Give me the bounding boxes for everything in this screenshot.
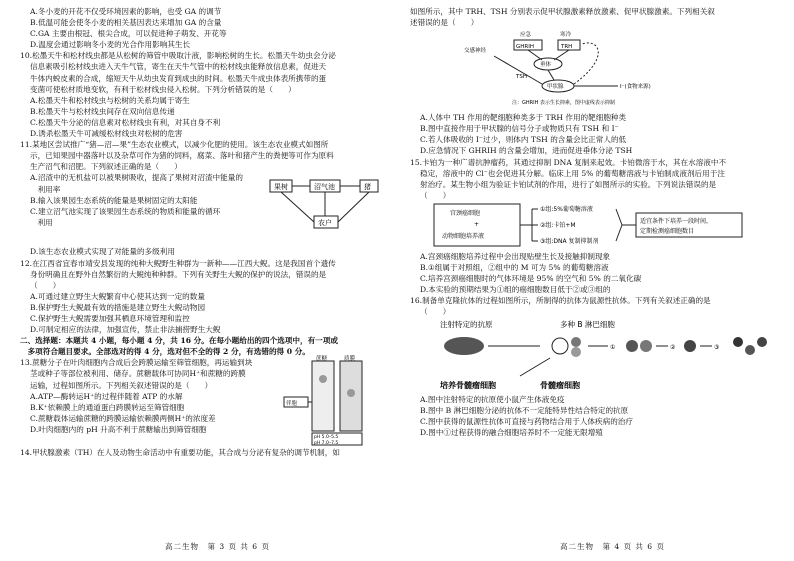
- q16-option-c: C.图中获得的鼠源性抗体可直接与药物结合用于人体疾病的治疗: [420, 416, 633, 426]
- companion-cell-label: 伴胞: [286, 401, 298, 408]
- section-2-heading: 二、选择题：本题共 4 小题，每小题 4 分，共 16 分。在每小题给出的四个选项中，有一项或: [20, 336, 338, 346]
- step-3-marker: ③: [714, 343, 720, 351]
- q10-option-c: C.松墨天牛分泌的信息素对松材线虫有利，对其自身不利: [30, 117, 221, 127]
- q10-line: 信息素吸引松材线虫进入天牛气管，寄生在天牛气管中的松材线虫能释放信息素，促进天: [30, 62, 327, 72]
- q11-block: [20, 172, 392, 246]
- q16-option-d: D.图中①过程获得的融合细胞培养时不一定能无限增殖: [420, 427, 603, 437]
- q15-option-b: B.①组属于对照组，②组中的 M 可为 5% 的葡萄糖溶液: [420, 263, 609, 273]
- q11-option-a-cont: 利用率: [30, 184, 61, 194]
- q11-option-b: B.输入该果园生态系统的能量是果树固定的太阳能: [30, 195, 198, 205]
- q13-option-b: B.K⁺依赖膜上的通道蛋白跨膜转运至筛管细胞: [30, 402, 185, 412]
- q16-line: （ ）: [420, 307, 451, 317]
- q15-option-d: D.本实验的预期结果为①组的癌细胞数目低于②或③组的: [420, 285, 611, 295]
- q14-option-a: A.人体中 TH 作用的靶细胞种类多于 TRH 作用的靶细胞种类: [420, 113, 627, 123]
- q10-option-d: D.诱杀松墨天牛可减缓松材线虫对松树的危害: [30, 129, 183, 139]
- q14-hormone-diagram: [410, 28, 778, 112]
- q13-transport-diagram: [282, 355, 390, 447]
- q14-cont-line: 述错误的是（ ）: [410, 18, 479, 28]
- q11-line: 11.某地区尝试推广“猪—沼—果”生态农业模式，以减少化肥的使用。该生态农业模式如图所: [20, 140, 329, 150]
- q11-option-c-cont: 利用: [30, 217, 53, 227]
- q15-line: （ ）: [420, 190, 451, 200]
- q12-line: 身份明确且在野外自然繁衍的大鲵纯种种群。下列有关野生大鲵的保护的说法，错误的是: [30, 269, 327, 279]
- q16-option-b: B.图中 B 淋巴细胞分泌的抗体不一定能特异性结合特定的抗原: [420, 405, 629, 415]
- result-line-1: 适宜条件下培养一段时间，: [640, 217, 713, 225]
- q12-option-d: D.可制定相应的法律，加强宣传，禁止非法捕捞野生大鲵: [30, 325, 221, 335]
- farmer-label: 农户: [318, 219, 332, 228]
- b-cells-label: 多种 B 淋巴细胞: [560, 319, 615, 329]
- q13-option-d: D.叶肉细胞内的 pH 升高不利于蔗糖输出到筛管细胞: [30, 424, 207, 434]
- group-2: ②组:卡铂+M: [540, 221, 576, 229]
- q12-option-a: A.可通过建立野生大鲵繁育中心使其达到一定的数量: [30, 291, 205, 301]
- q14-cont-line: 如图所示，其中 TRH、TSH 分别表示促甲状腺激素释放激素、促甲状腺激素。下列相关叙: [410, 7, 715, 16]
- q11-ecology-diagram: [268, 174, 388, 234]
- myeloma-cells-label: 骨髓瘤细胞: [540, 380, 580, 390]
- q12-line: （ ）: [30, 280, 61, 290]
- result-line-2: 定期检测癌细胞数目: [640, 227, 695, 235]
- q15-line: 15.卡铂为一种广谱抗肿瘤药，其通过抑制 DNA 复制来起效。卡铂微溶于水，其在水溶液中不: [410, 157, 727, 167]
- biogas-label: 沼气池: [314, 183, 335, 192]
- q16-option-a: A.图中注射特定的抗原使小鼠产生体液免疫: [420, 394, 565, 404]
- cell-label: 宫颈癌细胞: [450, 209, 481, 217]
- q12-option-c: C.保护野生大鲵需要加强其栖息环境管理和监控: [30, 313, 190, 323]
- q10-line: 牛体内蜕皮素的合成，缩短天牛从幼虫发育到成虫的时间。松墨天牛成虫体表所携带的蛋: [30, 73, 327, 83]
- q15-line: 稳定，溶液中的 Cl⁻也会促进其分解。临床上用 5% 的葡萄糖溶液与卡铂制成液剂后用于注: [420, 168, 725, 178]
- q14-option-d: D.应急情况下 GHRIH 的含量会增加，进而促进垂体分泌 TSH: [420, 146, 633, 156]
- q14-option-c: C.若人体吸收的 I⁻过少，则体内 TSH 的含量会比正常人的低: [420, 135, 627, 145]
- q10-line: 变菌可使松材质地变软，有利于松材线虫侵入松树。下列分析错误的是（ ）: [30, 84, 296, 94]
- q15-line: 射治疗。某生物小组为验证卡铂试剂的作用，进行了如图所示的实验。下列说法错误的是: [420, 179, 717, 189]
- group-1: ①组:5%葡萄糖溶液: [540, 205, 593, 213]
- culture-myeloma-label: 培养骨髓瘤细胞: [440, 380, 496, 390]
- q15-option-c: C.培养宫颈癌细胞时的气体环境是 95% 的空气和 5% 的二氧化碳: [420, 274, 642, 284]
- node-ghrih: GHRIH: [516, 44, 534, 51]
- q15-experiment-diagram: [410, 201, 778, 251]
- q11-option-c: C.建立沼气池实现了该果园生态系统的物质和能量的循环: [30, 206, 221, 216]
- node-thyroid: 甲状腺: [547, 84, 564, 91]
- q9-option-b: B.低温可能会使冬小麦的相关基因表达来增加 GA 的含量: [30, 18, 222, 28]
- q9-option-c: C.GA 主要由根冠、根尖合成，可以促进种子萌发、开花等: [30, 29, 227, 39]
- step-1-marker: ①: [610, 343, 616, 351]
- label-cold: 寒冷: [560, 32, 572, 39]
- q11-line: 生产沼气和沼肥。下列叙述正确的是（ ）: [30, 162, 182, 172]
- q12-option-b: B.保护野生大鲵最有效的措施是建立野生大鲵动物园: [30, 302, 206, 312]
- section-2-heading-cont: 多项符合题目要求。全部选对的得 4 分，选对但不全的得 2 分，有选错的得 0 分。: [20, 347, 310, 357]
- page-footer-right: 高二生物 第 4 页 共 6 页: [560, 542, 665, 551]
- group-3: ③组:DNA 复制抑制剂: [540, 237, 599, 245]
- ph-label-1: pH 5.0–5.5: [314, 435, 339, 441]
- right-column: [410, 6, 778, 438]
- q16-antibody-diagram: [410, 318, 778, 394]
- medium-label: 动物细胞培养液: [442, 232, 485, 240]
- q10-option-b: B.松墨天牛与松材线虫间存在双向信息传递: [30, 106, 175, 116]
- page-footer-left: 高二生物 第 3 页 共 6 页: [165, 542, 270, 551]
- iodide-source-label: I⁻(食物来源): [620, 84, 651, 91]
- node-trh: TRH: [561, 44, 573, 51]
- q12-line: 12.在江西省宜春市靖安县发现的纯种大鲵野生种群为一新种——江西大鲵。这是我国首个遗传: [20, 258, 336, 268]
- orchard-label: 果树: [274, 183, 288, 192]
- inject-antigen-label: 注射特定的抗原: [440, 319, 493, 329]
- sucrose-label: 蔗糖: [316, 356, 328, 363]
- q14-line: 14.甲状腺激素（TH）在人及动物生命活动中有重要功能，其合成与分泌有复杂的调节机制，如: [20, 448, 340, 458]
- q9-option-a: A.冬小麦的开花不仅受环境因素的影响，也受 GA 的调节: [30, 7, 222, 16]
- mouse-icon: [444, 337, 484, 355]
- q15-option-a: A.宫颈癌细胞培养过程中会出现贴壁生长及接触抑制现象: [420, 251, 611, 261]
- q13-block: [20, 357, 392, 447]
- q13-line: 13.蔗糖分子在叶肉细胞内合成后会跨膜运输至筛管细胞，再运输到块: [20, 358, 253, 368]
- q11-option-d: D.该生态农业模式实现了对能量的多级利用: [30, 247, 175, 257]
- plus-sign: +: [474, 220, 480, 228]
- q10-line: 10.松墨天牛和松材线虫都是从松树的筛管中吸取汁液，影响松树的生长。松墨天牛幼虫会分泌: [20, 51, 336, 61]
- q13-line: 茎或种子等部位被利用、储存。蔗糖载体可协同H⁺和蔗糖的跨膜: [30, 369, 246, 379]
- q16-line: 16.制备单克隆抗体的过程如图所示，所制得的抗体为鼠源性抗体。下列有关叙述正确的是: [410, 296, 711, 306]
- q13-option-c: C.蔗糖载体运输蔗糖的跨膜运输依赖膜两侧H⁺的浓度差: [30, 413, 216, 423]
- pig-label: 猪: [364, 183, 371, 192]
- ph-label-2: pH 7.0–7.5: [314, 441, 339, 447]
- diagram-note: 注：GHRIH 表示生长抑素，图中虚线表示抑制: [512, 100, 615, 107]
- q13-line: 运输，过程如图所示。下列相关叙述错误的是（ ）: [30, 380, 213, 390]
- left-column: [20, 6, 392, 458]
- label-sympathetic: 交感神经: [464, 48, 487, 55]
- q11-line: 示，已知果园中器落叶以及杂草可作为猪的饲料，腐菜、落叶和猪产生的粪便等可作为原料: [30, 151, 334, 161]
- node-tsh: TSH: [516, 74, 527, 81]
- q14-option-b: B.图中直接作用于甲状腺的信号分子或物质只有 TSH 和 I⁻: [420, 124, 619, 134]
- q13-option-a: A.ATP—酶转运H⁺的过程伴随着 ATP 的水解: [30, 391, 183, 401]
- label-stress: 应急: [520, 32, 532, 39]
- q10-option-a: A.松墨天牛和松材线虫与松树的关系均属于寄生: [30, 95, 190, 105]
- membrane-label: 质膜: [344, 356, 356, 363]
- q11-option-a: A.沼渣中的无机盐可以被果树吸收，提高了果树对沼渣中能量的: [30, 173, 243, 183]
- step-2-marker: ②: [670, 343, 676, 351]
- node-pituitary: 垂体: [540, 62, 552, 69]
- q9-option-d: D.温度会通过影响冬小麦的光合作用影响其生长: [30, 40, 191, 50]
